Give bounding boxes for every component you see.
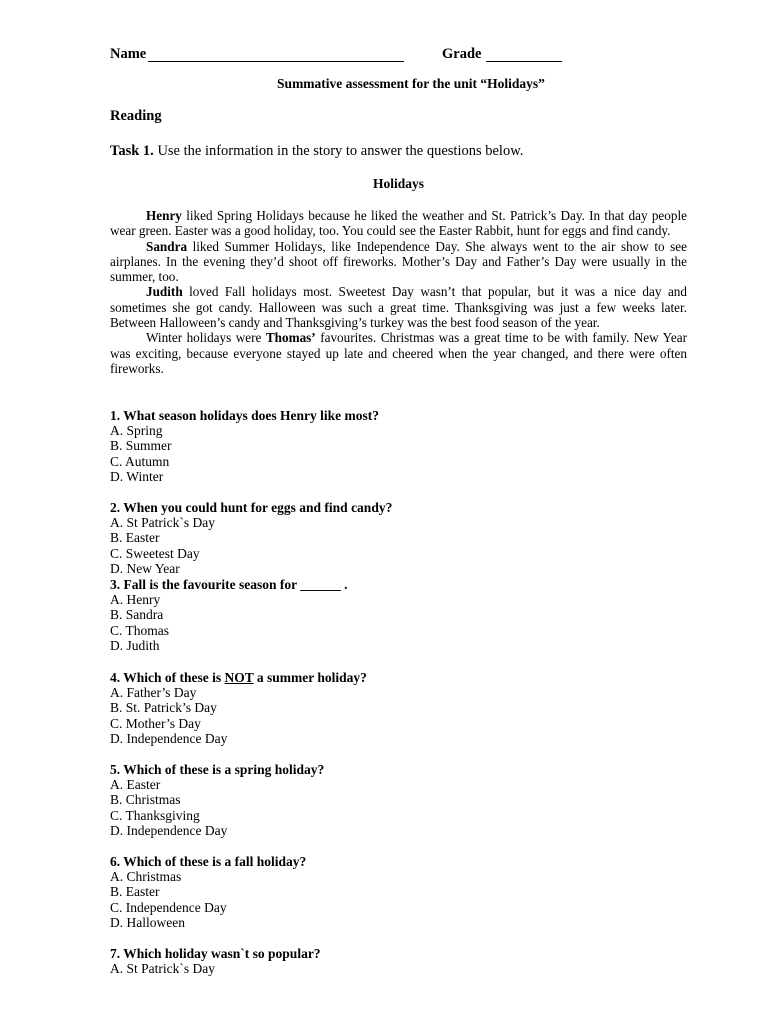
question-2 (110, 500, 670, 576)
story-text (110, 208, 687, 376)
answer-option[interactable]: C. Thomas (110, 622, 170, 638)
answer-option[interactable]: B. Christmas (110, 792, 181, 808)
question-text: 5. Which of these is a spring holiday? (110, 762, 325, 777)
task-text: Use the information in the story to answer the questions below. (157, 143, 524, 159)
question-text: 6. Which of these is a fall holiday? (110, 854, 307, 869)
answer-option[interactable]: B. St. Patrick’s Day (110, 700, 217, 716)
answer-option[interactable]: C. Sweetest Day (110, 545, 200, 561)
answer-option[interactable]: B. Easter (110, 884, 160, 900)
grade-blank-line (486, 61, 562, 62)
grade-label: Grade (442, 46, 482, 62)
question-text: 2. When you could hunt for eggs and find candy? (110, 500, 393, 515)
name-label: Name (110, 46, 147, 62)
answer-option[interactable]: D. Judith (110, 637, 160, 653)
answer-option[interactable]: C. Autumn (110, 453, 170, 469)
task-instruction (110, 143, 523, 160)
name-blank-line (148, 61, 404, 62)
answer-option[interactable]: D. Independence Day (110, 730, 228, 746)
paragraph-text: favourites. Christmas was a great time to be with family. New Year was exciting, because everyone stayed up late and cheered when the year changed, and there were often fireworks. (110, 330, 687, 376)
question-text: 7. Which holiday wasn`t so popular? (110, 946, 321, 961)
question-text-pre: 4. Which of these is (110, 670, 225, 685)
question-5 (110, 762, 670, 838)
character-name: Sandra (146, 238, 188, 254)
answer-option[interactable]: B. Easter (110, 530, 160, 546)
question-7 (110, 946, 670, 976)
question-emphasis: NOT (224, 670, 254, 685)
answer-option[interactable]: D. Halloween (110, 914, 185, 930)
answer-option[interactable]: D. Independence Day (110, 822, 228, 838)
question-text (110, 670, 670, 685)
question-text: 3. Fall is the favourite season for ______ . (110, 577, 348, 592)
answer-option[interactable]: B. Summer (110, 438, 172, 454)
paragraph-text: liked Spring Holidays because he liked the weather and St. Patrick’s Day. In that day people wear green. Easter was a good holiday, too. You could see the Easter Rabbit, hunt for eggs and find candy. (110, 208, 687, 239)
answer-option[interactable]: C. Mother’s Day (110, 715, 201, 731)
story-paragraph (110, 208, 687, 239)
answer-option[interactable]: A. Henry (110, 592, 161, 608)
answer-option[interactable]: A. Christmas (110, 869, 182, 885)
question-6 (110, 854, 670, 930)
story-paragraph (110, 284, 687, 330)
answer-option[interactable]: A. St Patrick`s Day (110, 961, 215, 977)
story-title: Holidays (372, 176, 424, 191)
answer-option[interactable]: C. Thanksgiving (110, 807, 200, 823)
story-paragraph (110, 330, 687, 376)
character-name: Thomas’ (265, 330, 316, 346)
paragraph-text: loved Fall holidays most. Sweetest Day wasn’t that popular, but it was a nice day and sometimes she got candy. Halloween was such a great time. Thanksgiving was just a few weeks later. Between Halloween’s candy and Thanksgiving’s turkey was the best food season of the year. (110, 284, 687, 331)
answer-option[interactable]: A. Easter (110, 777, 161, 793)
question-3 (110, 577, 670, 653)
character-name: Henry (146, 208, 182, 223)
header-row (110, 46, 570, 66)
section-heading: Reading (110, 108, 162, 124)
answer-option[interactable]: B. Sandra (110, 607, 164, 623)
paragraph-text: liked Summer Holidays, like Independence Day. She always went to the air show to see airplanes. In the evening they’d shoot off fireworks. Mother’s Day and Father’s Day were usually in the summer, too. (110, 238, 687, 285)
question-1 (110, 408, 670, 484)
answer-option[interactable]: C. Independence Day (110, 899, 227, 915)
answer-option[interactable]: A. Father’s Day (110, 685, 197, 701)
story-paragraph (110, 239, 687, 285)
character-name: Judith (146, 284, 183, 300)
answer-option[interactable]: D. Winter (110, 468, 164, 484)
answer-option[interactable]: D. New Year (110, 560, 180, 576)
assessment-title: Summative assessment for the unit “Holidays” (277, 76, 545, 91)
answer-option[interactable]: A. Spring (110, 423, 163, 439)
question-4 (110, 670, 670, 746)
question-text: 1. What season holidays does Henry like most? (110, 408, 380, 423)
question-text-post: a summer holiday? (253, 670, 367, 685)
task-label: Task 1. (110, 143, 154, 159)
paragraph-text: Winter holidays were (146, 330, 266, 346)
answer-option[interactable]: A. St Patrick`s Day (110, 515, 215, 531)
